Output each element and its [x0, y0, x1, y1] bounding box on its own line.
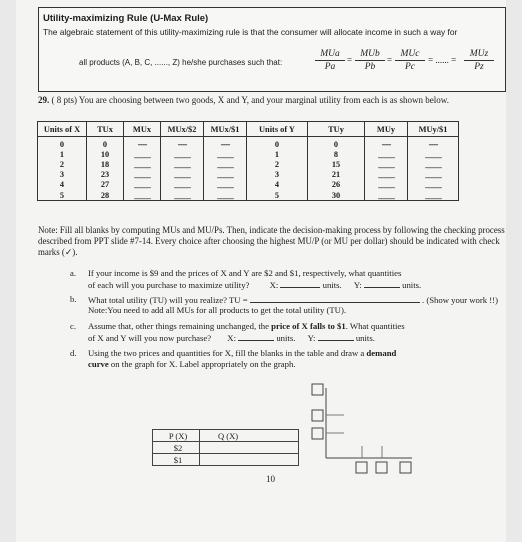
- price-label-box[interactable]: [312, 410, 323, 421]
- units-x-cell: 4: [38, 180, 87, 190]
- blank-cell[interactable]: _____: [124, 149, 161, 159]
- tu-y-cell: 0: [308, 137, 365, 150]
- item-a-label: a.: [70, 268, 77, 278]
- col-header: MUy/$1: [408, 122, 459, 137]
- demand-curve-graph[interactable]: [304, 382, 414, 474]
- y-label: Y:: [307, 333, 316, 343]
- item-d-text: Using the two prices and quantities for X, fill the blanks in the table and draw a: [88, 348, 367, 358]
- question-number: 29.: [38, 95, 50, 105]
- item-d-bold: demand: [366, 348, 397, 358]
- blank-cell[interactable]: _____: [124, 180, 161, 190]
- answer-blank-x[interactable]: [280, 279, 320, 288]
- col-header: MUy: [365, 122, 408, 137]
- col-header: MUx: [124, 122, 161, 137]
- table-row: [38, 159, 459, 169]
- x-axis-label-box[interactable]: [400, 462, 411, 473]
- blank-cell[interactable]: _____: [204, 159, 247, 169]
- table-row: [38, 180, 459, 190]
- table-row: [153, 442, 299, 454]
- x-label: X:: [227, 333, 236, 343]
- quantity-blank-cell[interactable]: [200, 442, 299, 454]
- show-work-text: . (Show your work !!): [421, 295, 498, 305]
- tu-x-cell: 27: [87, 180, 124, 190]
- question-29: [38, 95, 508, 106]
- rule-description: The algebraic statement of this utility-maximizing rule is that the consumer will allocate income in such a way for: [43, 27, 458, 37]
- item-c-bold: price of X falls to $1: [271, 321, 346, 331]
- answer-blank-y[interactable]: [318, 332, 354, 341]
- units-label: units.: [276, 333, 296, 343]
- units-y-cell: 4: [247, 180, 308, 190]
- tu-x-cell: 18: [87, 159, 124, 169]
- dash-cell: -----: [204, 137, 247, 150]
- tu-y-cell: 21: [308, 170, 365, 180]
- item-c-text: Assume that, other things remaining unchanged, the: [88, 321, 272, 331]
- dash-cell: -----: [408, 137, 459, 150]
- rule-products-text: all products (A, B, C, ......, Z) he/she purchases such that:: [79, 58, 283, 67]
- quantity-blank-cell[interactable]: [200, 454, 299, 466]
- blank-cell[interactable]: _____: [161, 159, 204, 169]
- col-header: MUx/$2: [161, 122, 204, 137]
- units-y-cell: 0: [247, 137, 308, 150]
- equals-dots: = ...... =: [428, 55, 457, 65]
- dash-cell: -----: [124, 137, 161, 150]
- item-d-bold-curve: curve: [88, 359, 109, 369]
- marginal-utility-table: [37, 121, 459, 201]
- tu-x-cell: 0: [87, 137, 124, 150]
- blank-cell[interactable]: _____: [408, 190, 459, 201]
- item-d-label: d.: [70, 348, 77, 358]
- fraction-b: MUb Pb: [355, 48, 385, 73]
- table-row: [153, 454, 299, 466]
- item-c-line2: [88, 332, 375, 344]
- blank-cell[interactable]: _____: [408, 149, 459, 159]
- blank-cell[interactable]: _____: [161, 170, 204, 180]
- units-x-cell: 1: [38, 149, 87, 159]
- equals-sign: =: [347, 55, 353, 65]
- blank-cell[interactable]: _____: [365, 180, 408, 190]
- col-header: TUy: [308, 122, 365, 137]
- blank-cell[interactable]: _____: [124, 190, 161, 201]
- blank-cell[interactable]: _____: [408, 180, 459, 190]
- equals-sign: =: [387, 55, 393, 65]
- price-cell: $1: [153, 454, 200, 466]
- answer-blank-x[interactable]: [238, 332, 274, 341]
- units-y-cell: 3: [247, 170, 308, 180]
- col-header: Units of Y: [247, 122, 308, 137]
- tu-y-cell: 26: [308, 180, 365, 190]
- table-header-row: [38, 122, 459, 137]
- tu-y-cell: 8: [308, 149, 365, 159]
- units-y-cell: 5: [247, 190, 308, 201]
- answer-blank-tu[interactable]: [250, 294, 420, 303]
- answer-blank-y[interactable]: [364, 279, 400, 288]
- item-c-label: c.: [70, 321, 77, 331]
- dash-cell: -----: [365, 137, 408, 150]
- units-x-cell: 5: [38, 190, 87, 201]
- item-c-line1: [88, 321, 405, 332]
- table-row: [38, 137, 459, 150]
- units-x-cell: 3: [38, 170, 87, 180]
- x-label: X:: [269, 280, 279, 290]
- blank-cell[interactable]: _____: [161, 180, 204, 190]
- worksheet-page: [16, 0, 506, 542]
- blank-cell[interactable]: _____: [408, 159, 459, 169]
- item-b-question: What total utility (TU) will you realize? TU =: [88, 295, 248, 305]
- blank-cell[interactable]: _____: [204, 170, 247, 180]
- item-b-label: b.: [70, 294, 77, 304]
- units-label: units.: [402, 280, 422, 290]
- blank-cell[interactable]: _____: [365, 190, 408, 201]
- dash-cell: -----: [161, 137, 204, 150]
- item-a-text: If your income is $9 and the prices of X and Y are $2 and $1, respectively, what quantities: [88, 268, 402, 278]
- blank-cell[interactable]: _____: [161, 190, 204, 201]
- col-header: MUx/$1: [204, 122, 247, 137]
- question-text: ( 8 pts) You are choosing between two goods, X and Y, and your marginal utility from each is as shown below.: [51, 95, 449, 105]
- utility-rule-box: [38, 7, 506, 92]
- blank-cell[interactable]: _____: [365, 159, 408, 169]
- price-label-box[interactable]: [312, 428, 323, 439]
- blank-cell[interactable]: _____: [204, 190, 247, 201]
- price-cell: $2: [153, 442, 200, 454]
- page-number: 10: [266, 474, 275, 484]
- tu-y-cell: 15: [308, 159, 365, 169]
- blank-cell[interactable]: _____: [124, 170, 161, 180]
- table-header-row: [153, 430, 299, 442]
- tu-x-cell: 10: [87, 149, 124, 159]
- y-axis-label-box[interactable]: [312, 384, 323, 395]
- table-row: [38, 170, 459, 180]
- units-label: units.: [355, 333, 375, 343]
- col-header-qx: Q (X): [200, 430, 299, 442]
- item-c-text-end: . What quantities: [345, 321, 405, 331]
- tu-x-cell: 23: [87, 170, 124, 180]
- instructions-note: Note: Fill all blanks by computing MUs and MU/Ps. Then, indicate the decision-making process by following the checking process described from PPT slide #7-14. Every choice after choosing the highest MU/P (or MU per dollar) should be indicated with check marks (✓).: [38, 225, 505, 257]
- blank-cell[interactable]: _____: [124, 159, 161, 169]
- fraction-c: MUc Pc: [395, 48, 425, 73]
- blank-cell[interactable]: _____: [161, 149, 204, 159]
- blank-cell[interactable]: _____: [365, 170, 408, 180]
- price-quantity-table: [152, 429, 299, 466]
- units-y-cell: 1: [247, 149, 308, 159]
- table-row: [38, 190, 459, 201]
- quantity-label-box[interactable]: [376, 462, 387, 473]
- blank-cell[interactable]: _____: [204, 180, 247, 190]
- quantity-label-box[interactable]: [356, 462, 367, 473]
- tu-y-cell: 30: [308, 190, 365, 201]
- rule-title: Utility-maximizing Rule (U-Max Rule): [43, 13, 209, 24]
- tu-x-cell: 28: [87, 190, 124, 201]
- fraction-z: MUz Pz: [464, 48, 494, 73]
- units-label: units.: [322, 280, 342, 290]
- item-c-question: of X and Y will you now purchase?: [88, 333, 212, 343]
- item-d-text-end: on the graph for X. Label appropriately on the graph.: [108, 359, 296, 369]
- fraction-a: MUa Pa: [315, 48, 345, 73]
- col-header-px: P (X): [153, 430, 200, 442]
- units-x-cell: 2: [38, 159, 87, 169]
- blank-cell[interactable]: _____: [408, 170, 459, 180]
- units-y-cell: 2: [247, 159, 308, 169]
- item-a-line2: [88, 279, 421, 291]
- blank-cell[interactable]: _____: [204, 149, 247, 159]
- blank-cell[interactable]: _____: [365, 149, 408, 159]
- col-header: Units of X: [38, 122, 87, 137]
- item-d-line2: [88, 359, 295, 370]
- item-b-note: Note:You need to add all MUs for all products to get the total utility (TU).: [88, 305, 347, 315]
- units-x-cell: 0: [38, 137, 87, 150]
- item-d-line1: [88, 348, 396, 359]
- y-label: Y:: [353, 280, 362, 290]
- item-a-question: of each will you purchase to maximize utility?: [88, 280, 250, 290]
- table-row: [38, 149, 459, 159]
- col-header: TUx: [87, 122, 124, 137]
